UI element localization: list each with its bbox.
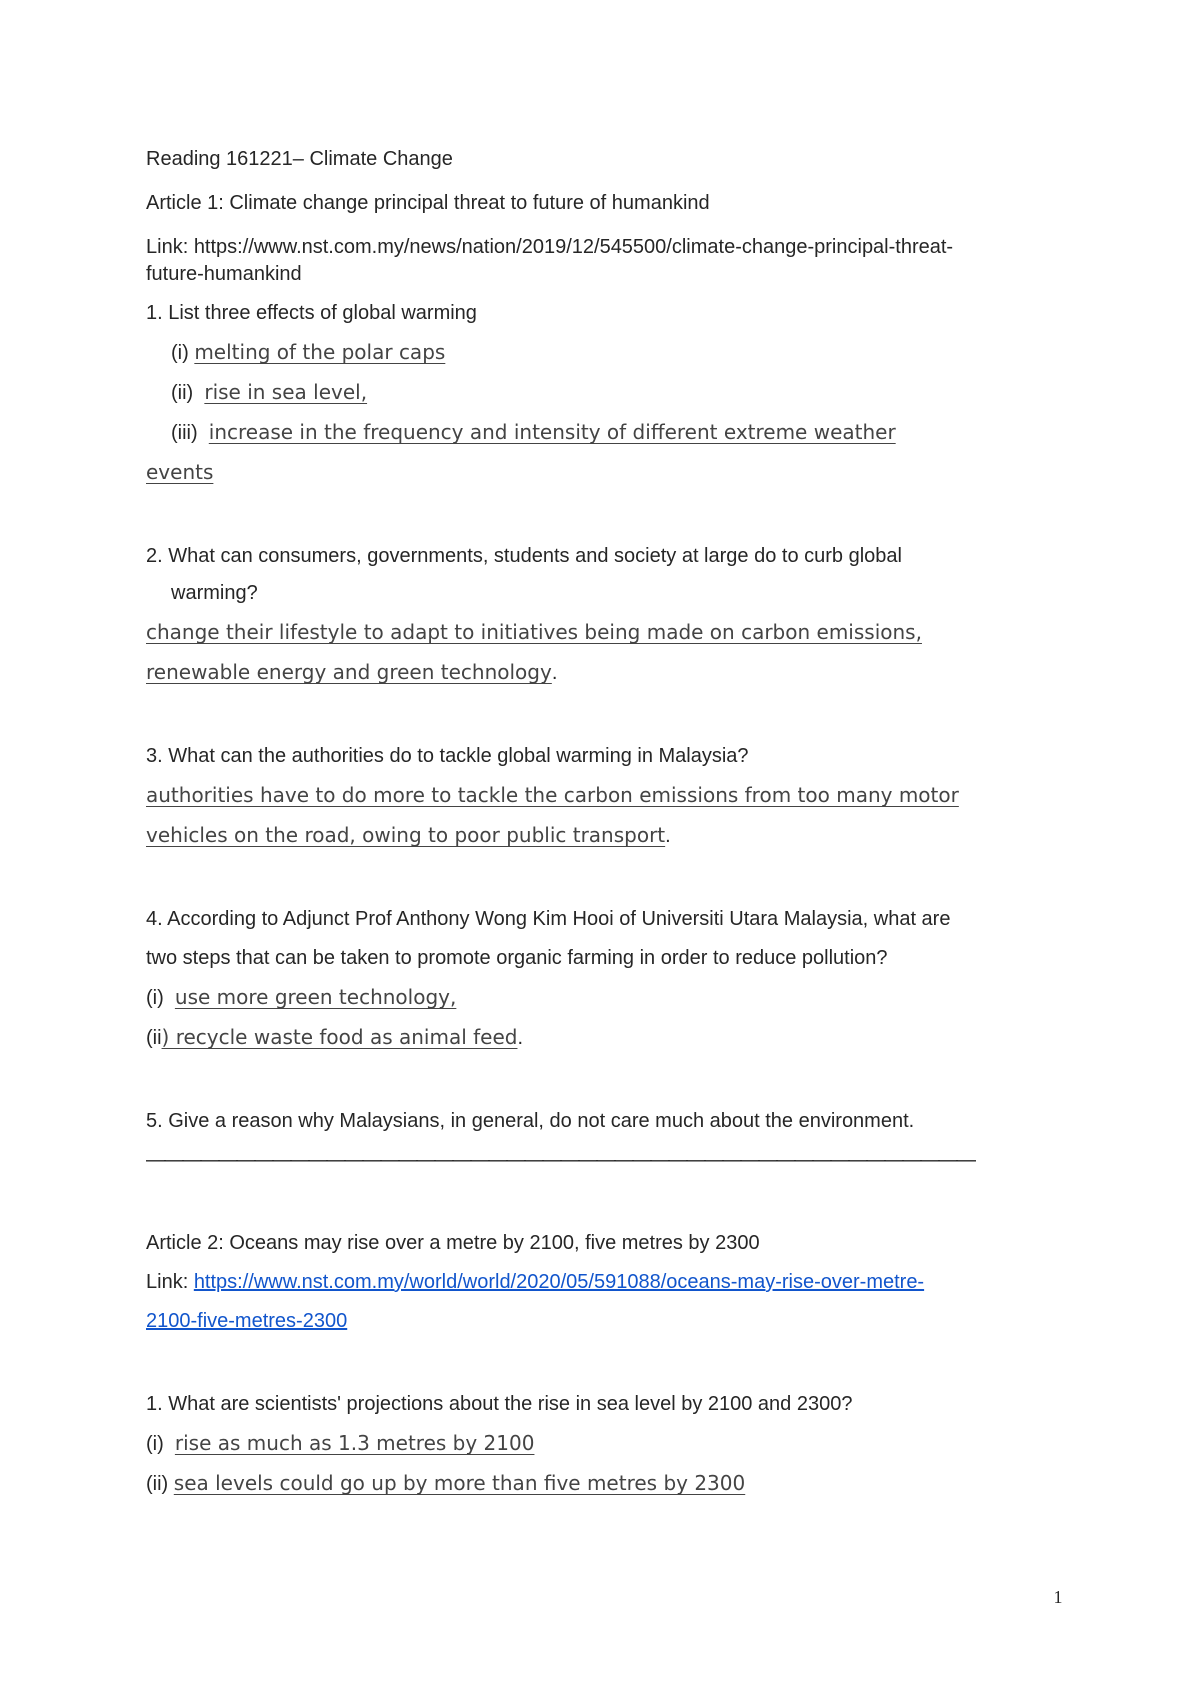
- link-label: Link:: [146, 1271, 194, 1293]
- link-url-line-2[interactable]: future-humankind: [146, 263, 302, 285]
- answer-label: (ii): [171, 382, 194, 404]
- link-url-line-1[interactable]: https://www.nst.com.my/news/nation/2019/12/545500/climate-change-principal-threat-: [193, 236, 954, 258]
- answer-label: (i): [171, 342, 189, 364]
- article-2-link-line-2[interactable]: 2100-five-metres-2300: [146, 1310, 348, 1332]
- article-1-heading: Article 1: Climate change principal threat to future of humankind: [146, 192, 710, 214]
- answer-5-blank: ——————————————————————————————————————————————: [146, 1149, 974, 1171]
- article-2-link-line-1[interactable]: https://www.nst.com.my/world/world/2020/05/591088/oceans-may-rise-over-metre-: [193, 1271, 925, 1293]
- answer-text: increase in the frequency and intensity of different extreme weather: [208, 420, 896, 444]
- article-2-question-1: 1. What are scientists' projections about the rise in sea level by 2100 and 2300?: [146, 1393, 853, 1415]
- answer-text: sea levels could go up by more than five metres by 2300: [173, 1471, 746, 1495]
- answer-text: ) recycle waste food as animal feed: [161, 1025, 518, 1049]
- answer-1-i: [146, 333, 1066, 373]
- answer-1-iii: [146, 413, 1066, 453]
- document-title: Reading 161221– Climate Change: [146, 148, 453, 170]
- answer-3-end: .: [665, 825, 671, 847]
- question-5: 5. Give a reason why Malaysians, in general, do not care much about the environment.: [146, 1110, 915, 1132]
- article-2-answer-i: [146, 1424, 1066, 1464]
- answer-4-end: .: [517, 1027, 524, 1049]
- answer-label: (ii): [146, 1473, 169, 1495]
- article-2-heading: Article 2: Oceans may rise over a metre by 2100, five metres by 2300: [146, 1232, 760, 1254]
- answer-label: (iii): [171, 422, 198, 444]
- answer-text: rise as much as 1.3 metres by 2100: [174, 1431, 535, 1455]
- article-2-answer-ii: [146, 1464, 1066, 1504]
- question-4-line-2: two steps that can be taken to promote organic farming in order to reduce pollution?: [146, 947, 888, 969]
- answer-label: (ii: [146, 1027, 162, 1049]
- answer-4-i: [146, 978, 1066, 1018]
- question-3: 3. What can the authorities do to tackle global warming in Malaysia?: [146, 745, 749, 767]
- answer-4-ii: [146, 1018, 1066, 1058]
- answer-1-iii-continued: events: [146, 460, 214, 484]
- answer-label: (i): [146, 1433, 164, 1455]
- question-1: 1. List three effects of global warming: [146, 302, 477, 324]
- question-2-line-1: 2. What can consumers, governments, students and society at large do to curb global: [146, 545, 902, 567]
- page-number: 1: [1053, 1587, 1063, 1607]
- answer-3-line-2: vehicles on the road, owing to poor public transport: [146, 823, 666, 847]
- answer-text: rise in sea level,: [204, 380, 368, 404]
- answer-1-ii: [146, 373, 1066, 413]
- question-4-line-1: 4. According to Adjunct Prof Anthony Wong Kim Hooi of Universiti Utara Malaysia, what are: [146, 908, 951, 930]
- answer-2-end: .: [551, 662, 558, 684]
- answer-text: melting of the polar caps: [194, 340, 446, 364]
- answer-2-line-1: change their lifestyle to adapt to initiatives being made on carbon emissions,: [146, 620, 922, 644]
- answer-3-line-1: authorities have to do more to tackle the carbon emissions from too many motor: [146, 783, 959, 807]
- link-label: Link:: [146, 236, 189, 258]
- answer-label: (i): [146, 987, 164, 1009]
- answer-2-line-2: renewable energy and green technology: [146, 660, 552, 684]
- article-1-link[interactable]: [146, 228, 1066, 294]
- answer-text: use more green technology,: [174, 985, 457, 1009]
- question-2-line-2: warming?: [171, 582, 258, 604]
- document-body: [146, 140, 1066, 1504]
